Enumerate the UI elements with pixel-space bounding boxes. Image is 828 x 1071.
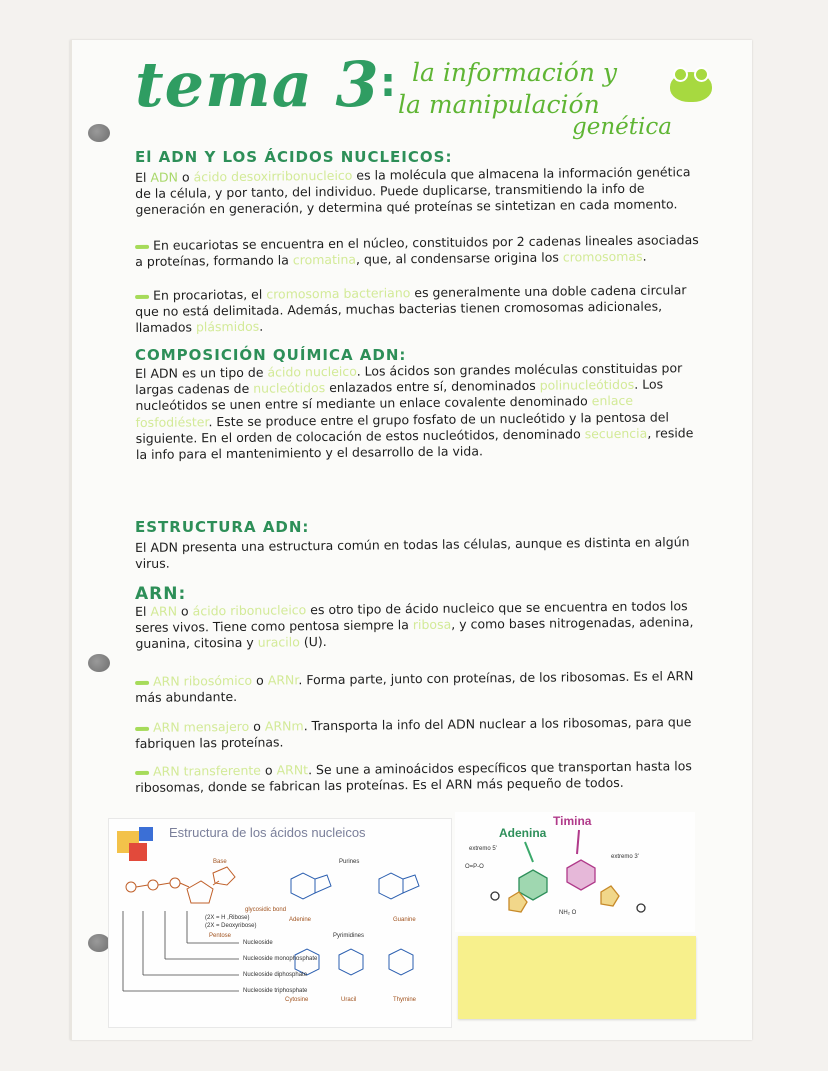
- label-guanine: Guanine: [393, 917, 416, 923]
- nucleotide-diagram: [109, 819, 451, 1027]
- label-base: Base: [213, 859, 227, 865]
- dna-strand-diagram: [455, 812, 695, 932]
- title-subtitle-line2: la manipulación: [398, 90, 600, 119]
- label-timina: Timina: [553, 814, 592, 828]
- label-purines: Purines: [339, 859, 360, 865]
- label-nucleoside-triphosphate: Nucleoside triphosphate: [243, 988, 308, 994]
- paragraph-eucariotas: En eucariotas se encuentra en el núcleo, constituidos por 2 cadenas lineales asociadas a proteínas, formando la cromatina, que, al condensarse origina los cromosomas.: [135, 232, 699, 270]
- label-thymine: Thymine: [393, 997, 417, 1003]
- label-nucleoside-monophosphate: Nucleoside monophosphate: [243, 956, 318, 962]
- label-pentose: Pentose: [209, 933, 232, 939]
- punch-hole: [88, 124, 110, 142]
- paragraph-arn-ribosomico: ARN ribosómico o ARNr. Forma parte, junto con proteínas, de los ribosomas. Es el ARN más abundante.: [135, 668, 694, 706]
- section-heading-composicion: COMPOSICIÓN QUÍMICA ADN:: [135, 346, 407, 364]
- svg-text:NH₂ O: NH₂ O: [559, 910, 577, 916]
- paragraph-estructura: El ADN presenta una estructura común en todas las células, aunque es distinta en algún virus.: [135, 534, 690, 572]
- sticky-note: [458, 936, 696, 1019]
- page-title: tema 3: [135, 48, 380, 121]
- paragraph-procariotas: En procariotas, el cromosoma bacteriano es generalmente una doble cadena circular que no está delimitada. Además, muchas bacterias tienen cromosomas adicionales, llamados plásmidos.: [135, 282, 687, 336]
- label-extremo-3: extremo 3': [611, 854, 639, 860]
- frog-doodle-icon: [670, 72, 712, 102]
- figure-nucleic-acid-structure: [108, 818, 452, 1028]
- label-pyrimidines: Pyrimidines: [333, 933, 365, 939]
- label-ribose: (2X = H ,Ribose): [205, 915, 250, 921]
- bullet-dash: [135, 680, 149, 684]
- label-adenina: Adenina: [499, 826, 547, 840]
- bullet-dash: [135, 294, 149, 298]
- paragraph-arn: El ARN o ácido ribonucleico es otro tipo de ácido nucleico que se encuentra en todos los seres vivos. Tiene como pentosa siempre la ribosa, y como bases nitrogenadas, adenina, guanina, citosina y uracilo (U).: [135, 598, 694, 652]
- bullet-dash: [135, 770, 149, 774]
- punch-hole: [88, 934, 110, 952]
- paragraph-adn-definition: El ADN o ácido desoxirribonucleico es la molécula que almacena la información genética de la célula, y por tanto, del individuo. Puede duplicarse, transmitiendo la info de generación en generación, y determina qué proteínas se sintetizan en cada momento.: [135, 164, 691, 218]
- label-uracil: Uracil: [341, 997, 357, 1003]
- bullet-dash: [135, 726, 149, 730]
- section-heading-arn: ARN:: [135, 584, 187, 604]
- figure-dna-strand: [455, 812, 695, 932]
- label-nucleoside: Nucleoside: [243, 940, 273, 946]
- label-glycosidic-bond: glycosidic bond: [245, 907, 287, 913]
- figure-caption: Estructura de los ácidos nucleicos: [169, 825, 366, 840]
- title-colon: :: [380, 60, 396, 106]
- section-heading-adn: El ADN Y LOS ÁCIDOS NUCLEICOS:: [135, 148, 453, 166]
- label-extremo-5: extremo 5': [469, 846, 497, 852]
- label-nucleoside-diphosphate: Nucleoside diphosphate: [243, 972, 308, 978]
- paragraph-arn-transferente: ARN transferente o ARNt. Se une a aminoácidos específicos que transportan hasta los ribosomas, donde se fabrican las proteínas. Es el ARN más pequeño de todos.: [135, 758, 692, 796]
- svg-text:O=P-O: O=P-O: [465, 864, 484, 870]
- bullet-dash: [135, 244, 149, 248]
- paragraph-arn-mensajero: ARN mensajero o ARNm. Transporta la info del ADN nuclear a los ribosomas, para que fabriquen las proteínas.: [135, 714, 692, 752]
- title-subtitle-line1: la información y: [412, 58, 618, 87]
- title-subtitle-line3: genética: [572, 114, 672, 140]
- label-adenine: Adenine: [289, 917, 312, 923]
- section-heading-estructura: ESTRUCTURA ADN:: [135, 518, 310, 536]
- label-deoxyribose: (2X = Deoxyribose): [205, 923, 257, 929]
- punch-hole: [88, 654, 110, 672]
- label-cytosine: Cytosine: [285, 997, 309, 1003]
- paragraph-composicion: El ADN es un tipo de ácido nucleico. Los ácidos son grandes moléculas constituidas por largas cadenas de nucleótidos enlazados entre sí, denominados polinucleótidos. Los nucleótidos se unen entre sí mediante un enlace covalente denominado enlace fosfodiéster. Este se produce entre el grupo fosfato de un nucleótido y la pentosa del siguiente. En el orden de colocación de estos nucleótidos, denominado secuencia, reside la info para el mantenimiento y el desarrollo de la vida.: [135, 360, 694, 463]
